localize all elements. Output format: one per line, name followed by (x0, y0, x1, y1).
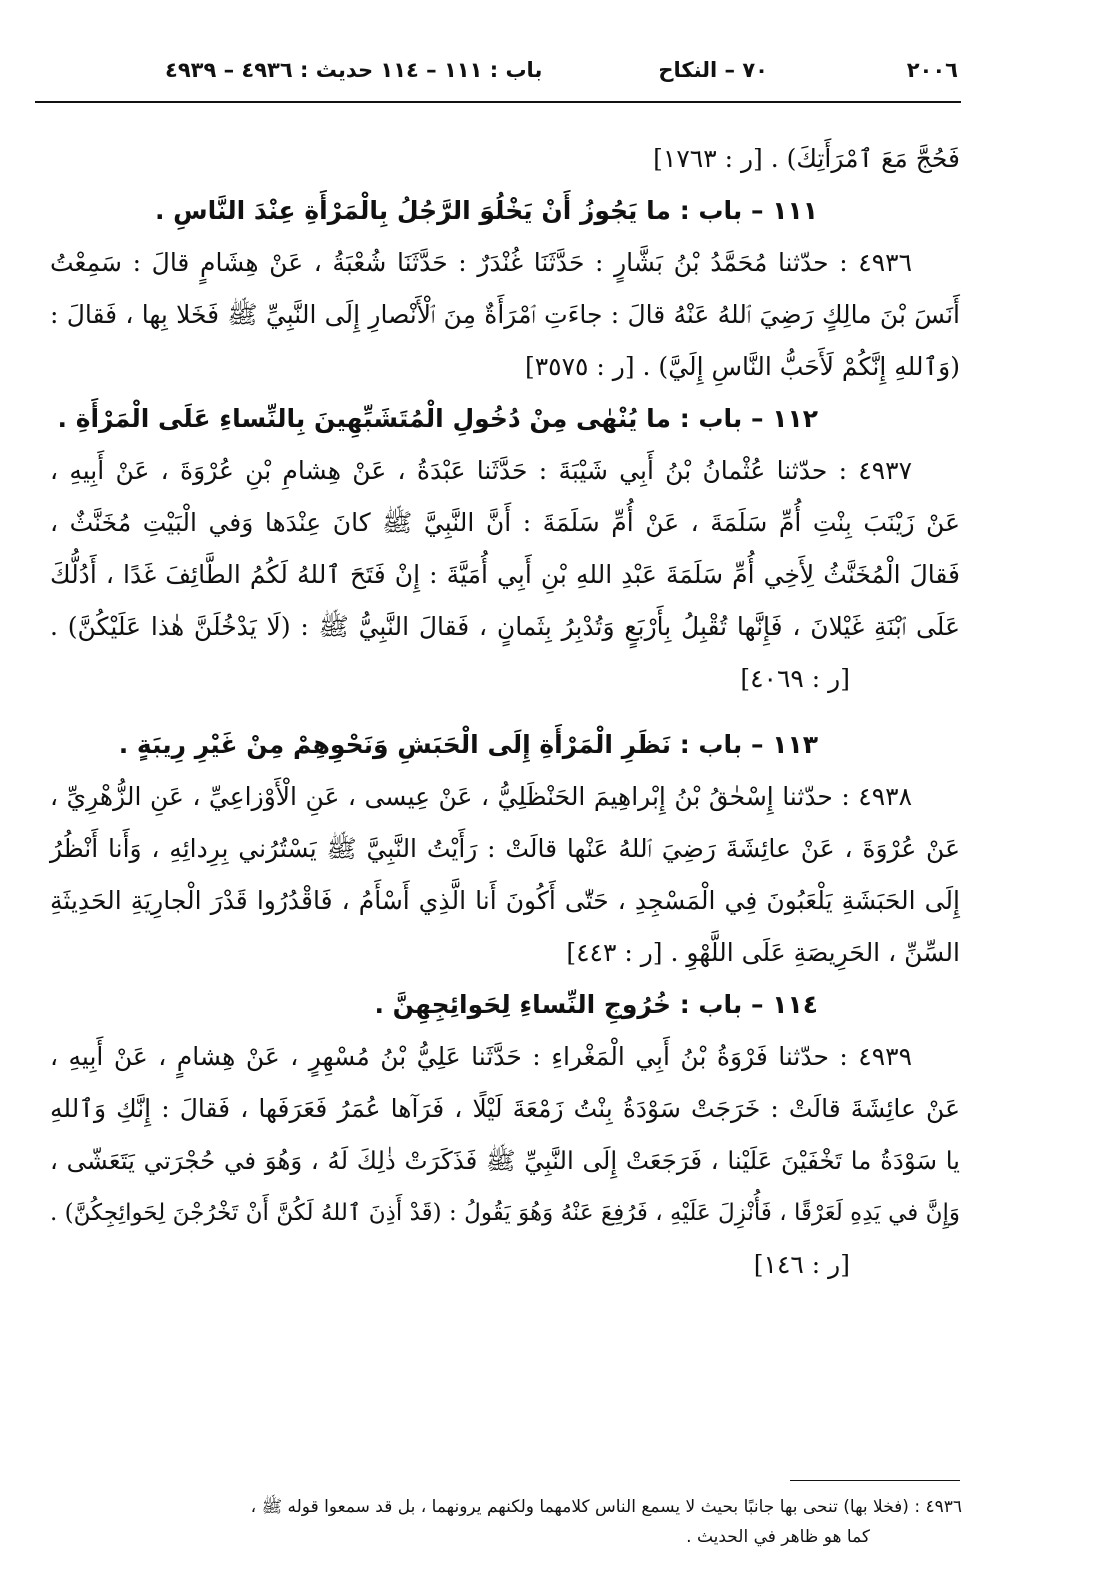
text-line: فَحُجَّ مَعَ ٱمْرَأَتِكَ) . [ر : ١٧٦٣] (653, 144, 960, 173)
chapter-hadith-range: باب : ١١١ – ١١٤ حديث : ٤٩٣٦ – ٤٩٣٩ (165, 58, 543, 82)
hadith-4939-line: عَنْ عائِشَةَ قالَتْ : خَرَجَتْ سَوْدَةُ بِنْتُ زَمْعَةَ لَيْلًا ، فَرَآها عُمَرُ فَعَرَفَها ، فَقالَ : إِنَّكِ وَٱللهِ (50, 1094, 960, 1123)
hadith-4939-line: ٤٩٣٩ : حدّثنا فَرْوَةُ بْنُ أَبِي الْمَغْراءِ : حَدَّثَنا عَلِيُّ بْنُ مُسْهِرٍ ، عَنْ هِشامٍ ، عَنْ أَبِيهِ ، (50, 1042, 912, 1071)
hadith-4936-line: (وَٱللهِ إِنَّكُمْ لَأَحَبُّ النَّاسِ إِلَيَّ) . [ر : ٣٥٧٥] (524, 352, 960, 381)
chapter-heading-113: ١١٣ – باب : نَظَرِ الْمَرْأَةِ إِلَى الْحَبَشِ وَنَحْوِهِمْ مِنْ غَيْرِ رِيبَةٍ . (118, 730, 818, 759)
hadith-4939-line: وَإِنَّ في يَدِهِ لَعَرْقًا ، فَأُنْزِلَ عَلَيْهِ ، فَرُفِعَ عَنْهُ وَهُوَ يَقُولُ : (قَدْ أَذِنَ ٱللهُ لَكُنَّ أَنْ تَخْرُجْنَ لِحَوائِجِكُنَّ) . (50, 1200, 960, 1226)
main-text (50, 133, 960, 1291)
hadith-4939-line: يا سَوْدَةُ ما تَخْفَيْنَ عَلَيْنا ، فَرَجَعَتْ إِلَى النَّبِيِّ ﷺ فَذَكَرَتْ ذٰلِكَ لَهُ ، وَهُوَ في حُجْرَتي يَتَعَشّى ، (50, 1146, 960, 1175)
header-divider (35, 101, 961, 103)
hadith-4938-line: السِّنِّ ، الحَرِيصَةِ عَلَى اللَّهْوِ . [ر : ٤٤٣] (566, 938, 960, 967)
chapter-heading-111: ١١١ – باب : ما يَجُوزُ أَنْ يَخْلُوَ الرَّجُلُ بِالْمَرْأَةِ عِنْدَ النَّاسِ . (154, 196, 818, 225)
footnote-divider (790, 1480, 960, 1481)
footnote (60, 1492, 962, 1552)
hadith-4936-line: ٤٩٣٦ : حدّثنا مُحَمَّدُ بْنُ بَشَّارٍ : حَدَّثَنَا غُنْدَرٌ : حَدَّثَنَا شُعْبَةُ ، عَنْ هِشَامٍ قالَ : سَمِعْتُ (50, 248, 912, 277)
hadith-4937-reference: [ر : ٤٠٦٩] (740, 664, 850, 693)
chapter-heading-114: ١١٤ – باب : خُرُوجِ النِّساءِ لِحَوائِجِهِنَّ . (374, 990, 818, 1019)
page-number: ٢٠٠٦ (906, 58, 958, 82)
footnote-line: ٤٩٣٦ : (فخلا بها) تنحى بها جانبًا بحيث لا يسمع الناس كلامهما ولكنهم يرونهما ، بل قد سمعوا قوله ﷺ ، (250, 1497, 962, 1517)
chapter-heading-112: ١١٢ – باب : ما يُنْهٰى مِنْ دُخُولِ الْمُتَشَبِّهِينَ بِالنِّساءِ عَلَى الْمَرْأَةِ . (57, 404, 818, 433)
hadith-4937-line: عَلَى ٱبْنَةِ غَيْلانَ ، فَإِنَّها تُقْبِلُ بِأَرْبَعٍ وَتُدْبِرُ بِثَمانٍ ، فَقالَ النَّبِيُّ ﷺ : (لَا يَدْخُلَنَّ هٰذا عَلَيْكُنَّ) . (50, 612, 960, 641)
hadith-4937-line: ٤٩٣٧ : حدّثنا عُثْمانُ بْنُ أَبِي شَيْبَةَ : حَدَّثَنا عَبْدَةُ ، عَنْ هِشامِ بْنِ عُرْوَةَ ، عَنْ أَبِيهِ ، (50, 456, 912, 485)
book-title: ٧٠ – النكاح (658, 58, 768, 82)
running-header (35, 52, 958, 92)
hadith-4938-line: عَنْ عُرْوَةَ ، عَنْ عائِشَةَ رَضِيَ ٱللهُ عَنْها قالَتْ : رَأَيْتُ النَّبِيَّ ﷺ يَسْتُرُني بِرِدائِهِ ، وَأَنا أَنْظُرُ (50, 834, 960, 863)
hadith-4937-line: فَقالَ الْمُخَنَّثُ لِأَخِي أُمِّ سَلَمَةَ عَبْدِ اللهِ بْنِ أَبِي أُمَيَّةَ : إِنْ فَتَحَ ٱللهُ لَكُمُ الطَّائِفَ غَدًا ، أَدُلُّكَ (50, 560, 960, 589)
hadith-4938-line: ٤٩٣٨ : حدّثنا إِسْحٰقُ بْنُ إِبْراهِيمَ الحَنْظَلِيُّ ، عَنْ عِيسى ، عَنِ الْأَوْزاعِيِّ ، عَنِ الزُّهْرِيِّ ، (50, 782, 912, 811)
hadith-4937-line: عَنْ زَيْنَبَ بِنْتِ أُمِّ سَلَمَةَ ، عَنْ أُمِّ سَلَمَةَ : أَنَّ النَّبِيَّ ﷺ كانَ عِنْدَها وَفي الْبَيْتِ مُخَنَّثٌ ، (50, 508, 960, 537)
hadith-4936-line: أَنَسَ بْنَ مالِكٍ رَضِيَ ٱللهُ عَنْهُ قالَ : جاءَتِ ٱمْرَأَةٌ مِنَ ٱلْأَنْصارِ إِلَى النَّبِيِّ ﷺ فَخَلا بِها ، فَقالَ : (50, 300, 960, 329)
hadith-4938-line: إِلَى الحَبَشَةِ يَلْعَبُونَ فِي الْمَسْجِدِ ، حَتّٰى أَكُونَ أَنا الَّذِي أَسْأَمُ ، فَاقْدُرُوا قَدْرَ الْجارِيَةِ الحَدِيثَةِ (50, 886, 960, 915)
footnote-line: كما هو ظاهر في الحديث . (686, 1527, 870, 1547)
hadith-4939-reference: [ر : ١٤٦] (753, 1250, 850, 1279)
